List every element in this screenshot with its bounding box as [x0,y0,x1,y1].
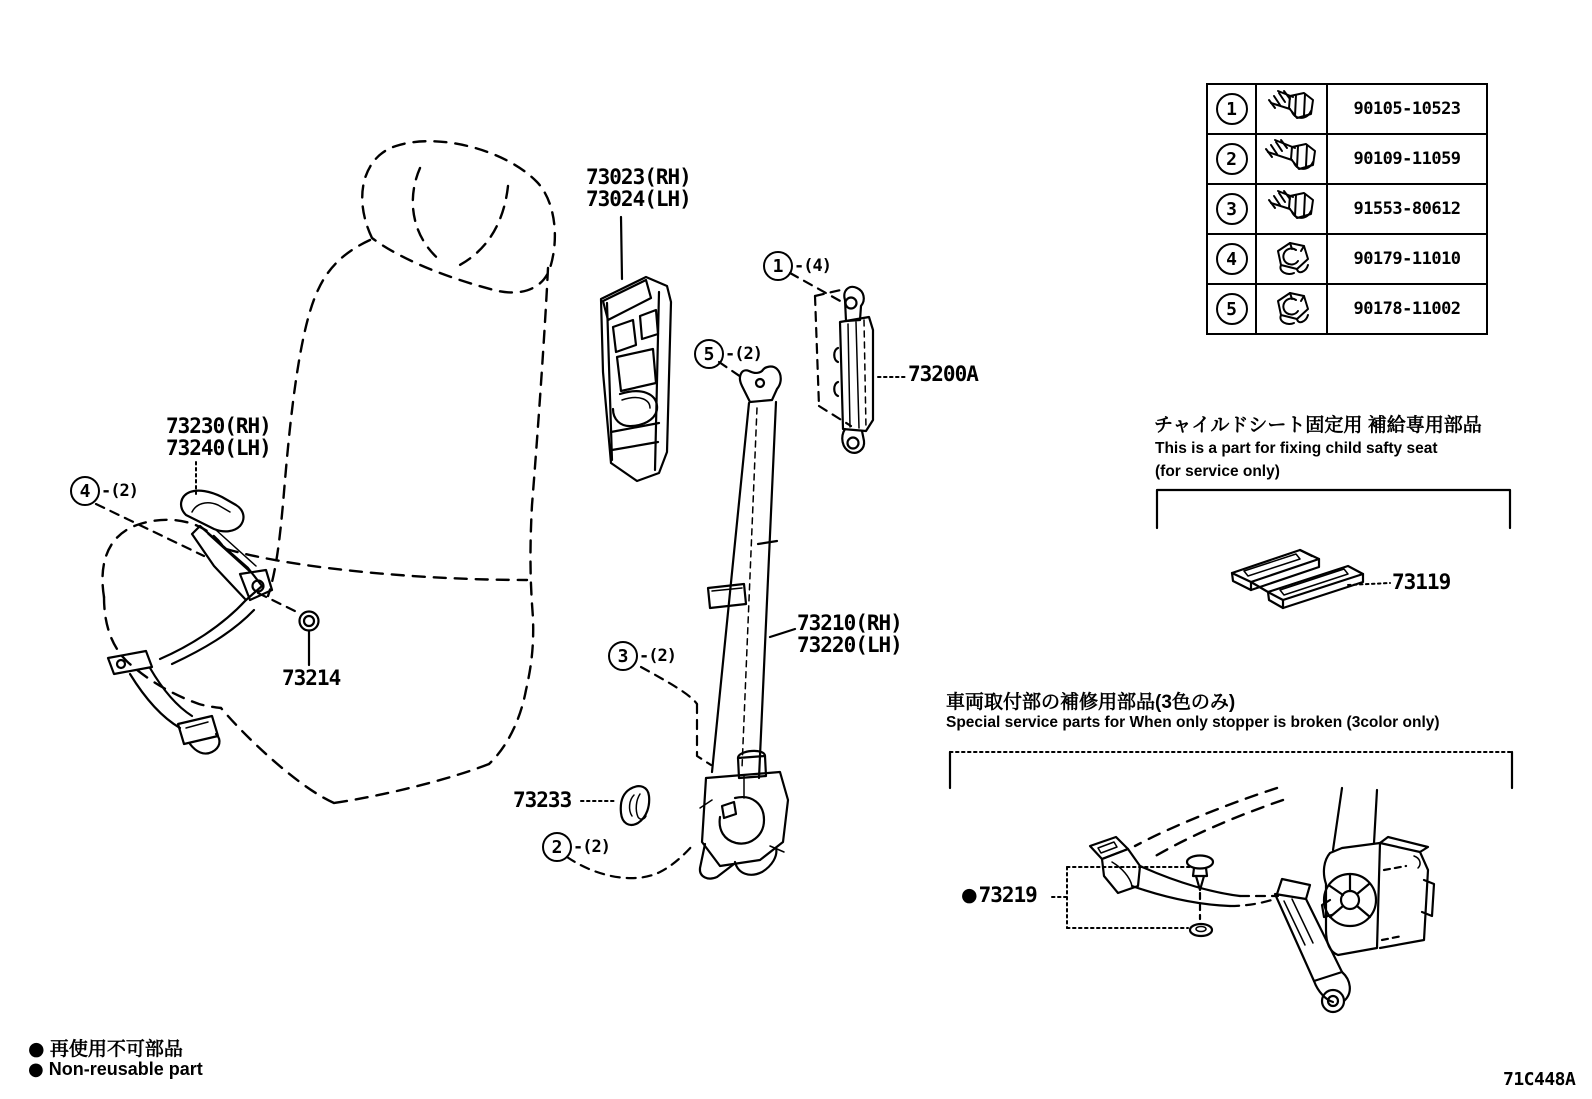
front-seat-belt-part [700,367,795,879]
flange-nut-icon [1267,286,1317,328]
callout-3-leader [641,667,711,765]
leader-73200A [877,374,909,380]
label-clip: 73233 [513,788,572,812]
label-front-belt-lh: 73220(LH) [797,633,902,657]
child-seat-note-en1: This is a part for fixing child safty seat [1155,440,1438,457]
flange-bolt-icon [1261,137,1323,177]
non-reusable-bullet-icon: ● [28,1038,45,1060]
label-pillar-trim [586,166,691,210]
label-front-belt-rh: 73210(RH) [797,611,902,635]
legend-non-reusable-en [28,1059,203,1080]
label-stopper-number: 73219 [978,883,1037,907]
child-seat-note-bracket [1157,490,1510,528]
part-number-cell: 90109-11059 [1327,134,1487,184]
flange-nut-icon [1267,236,1317,278]
callout-5-circle: 5 [694,339,724,369]
child-seat-note-en2: (for service only) [1155,463,1280,480]
label-pillar-lh: 73024(LH) [586,187,691,211]
callout-5-qty: -(2) [725,344,762,364]
row-4-number: 4 [1216,243,1248,275]
pillar-trim-part [601,217,671,481]
callout-bolt-1 [763,251,831,281]
flange-bolt-icon [1261,87,1323,127]
callout-3-qty: -(2) [639,646,676,666]
callout-1-qty: -(4) [794,256,831,276]
non-reusable-bullet-icon: ● [28,1059,44,1080]
legend-non-reusable-jp [28,1034,183,1061]
part-number-cell: 91553-80612 [1327,184,1487,234]
label-child-plate: 73119 [1392,570,1451,594]
table-row [1207,284,1487,334]
part-number-cell: 90178-11002 [1327,284,1487,334]
callout-nut-5 [694,339,762,369]
label-stopper [961,884,1037,906]
label-buckle [166,415,271,459]
callout-2-qty: -(2) [573,837,610,857]
part-number-cell: 90105-10523 [1327,84,1487,134]
table-row [1207,134,1487,184]
figure-code: 71C448A [1503,1069,1576,1090]
row-2-number: 2 [1216,143,1248,175]
callout-nut-4 [70,476,138,506]
stopper-service-illustration [1052,788,1434,1012]
table-row [1207,84,1487,134]
belt-anchor-assembly-73200A [834,287,873,453]
callout-2-circle: 2 [542,832,572,862]
seat-outline [103,141,555,803]
legend-jp-text: 再使用不可部品 [49,1039,183,1060]
special-service-note-jp: 車両取付部の補修用部品(3色のみ) [946,692,1236,713]
callout-1-circle: 1 [763,251,793,281]
row-5-number: 5 [1216,293,1248,325]
label-buckle-lh: 73240(LH) [166,436,271,460]
callout-4-qty: -(2) [101,481,138,501]
row-1-number: 1 [1216,93,1248,125]
label-front-belt [797,612,902,656]
callout-4-circle: 4 [70,476,100,506]
legend-en-text: Non-reusable part [48,1059,203,1079]
label-retractor-assy: 73200A [908,362,978,386]
child-seat-plate-part-73119 [1232,550,1390,608]
belt-clip-part [581,786,649,825]
label-buckle-rh: 73230(RH) [166,414,271,438]
callout-bolt-3 [608,641,676,671]
label-pillar-rh: 73023(RH) [586,165,691,189]
collar-part-73214 [300,612,319,666]
child-seat-note-jp: チャイルドシート固定用 補給専用部品 [1154,415,1482,436]
fastener-table [1206,83,1488,335]
callout-3-circle: 3 [608,641,638,671]
non-reusable-bullet-icon: ● [961,884,977,906]
special-service-note-bracket [950,752,1512,788]
row-3-number: 3 [1216,193,1248,225]
table-row [1207,234,1487,284]
special-service-note-en: Special service parts for When only stopper is broken (3color only) [946,714,1440,731]
table-row [1207,184,1487,234]
label-collar: 73214 [282,666,341,690]
callout-bolt-2 [542,832,610,862]
flange-bolt-icon [1261,187,1323,227]
part-number-cell: 90179-11010 [1327,234,1487,284]
